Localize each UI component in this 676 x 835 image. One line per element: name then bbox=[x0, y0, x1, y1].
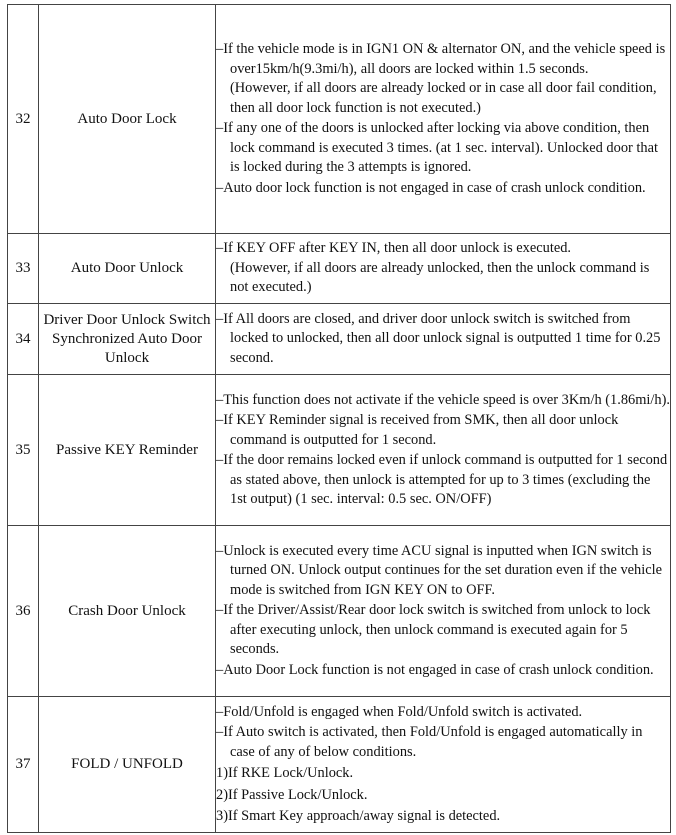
description-item: – Unlock is executed every time ACU signal is inputted when IGN switch is turned ON. Unlock output continues for the set duration even if the vehicle mode is switched from IGN KEY ON to OFF. bbox=[216, 542, 670, 601]
description-note: (However, if all doors are already locked or in case all door fail condition, then all door lock function is not executed.) bbox=[230, 80, 657, 116]
table-row bbox=[8, 304, 671, 375]
function-name: Auto Door Unlock bbox=[39, 234, 216, 304]
function-description bbox=[216, 234, 671, 304]
row-number: 37 bbox=[8, 697, 39, 833]
description-item: – If KEY OFF after KEY IN, then all door unlock is executed. bbox=[216, 239, 670, 259]
table-row bbox=[8, 697, 671, 833]
function-description bbox=[216, 526, 671, 697]
condition-item: 2)If Passive Lock/Unlock. bbox=[216, 786, 368, 803]
description-note: (However, if all doors are already unlocked, then the unlock command is not executed.) bbox=[230, 259, 650, 296]
description-item: – This function does not activate if the vehicle speed is over 3Km/h (1.86mi/h). bbox=[216, 391, 670, 411]
description-item: – If the vehicle mode is in IGN1 ON & alternator ON, and the vehicle speed is over15km/h(9.3mi/h), all doors are locked within 1.5 seconds. bbox=[216, 40, 670, 79]
function-name: Auto Door Lock bbox=[39, 5, 216, 234]
function-name: Driver Door Unlock Switch Synchronized Auto Door Unlock bbox=[39, 304, 216, 375]
row-number: 33 bbox=[8, 234, 39, 304]
table-row bbox=[8, 375, 671, 526]
row-number: 34 bbox=[8, 304, 39, 375]
table-row bbox=[8, 5, 671, 234]
function-spec-table bbox=[7, 4, 671, 833]
description-item: – If the door remains locked even if unlock command is outputted for 1 second as stated above, then unlock is attempted for up to 3 times (excluding the 1st output) (1 sec. interval: 0.5 sec. ON/OFF) bbox=[216, 451, 670, 510]
table-row bbox=[8, 526, 671, 697]
description-item: – Fold/Unfold is engaged when Fold/Unfold switch is activated. bbox=[216, 703, 670, 723]
function-name: Passive KEY Reminder bbox=[39, 375, 216, 526]
description-item: – Auto Door Lock function is not engaged in case of crash unlock condition. bbox=[216, 661, 670, 681]
function-description bbox=[216, 304, 671, 375]
description-item: – If KEY Reminder signal is received from SMK, then all door unlock command is outputted for 1 second. bbox=[216, 411, 670, 450]
row-number: 35 bbox=[8, 375, 39, 526]
function-description bbox=[216, 697, 671, 833]
function-name: FOLD / UNFOLD bbox=[39, 697, 216, 833]
row-number: 36 bbox=[8, 526, 39, 697]
row-number: 32 bbox=[8, 5, 39, 234]
description-item: – If any one of the doors is unlocked after locking via above condition, then lock command is executed 3 times. (at 1 sec. interval). Unlocked door that is locked during the 3 attempts is ignored. bbox=[216, 119, 670, 178]
function-description bbox=[216, 5, 671, 234]
function-name: Crash Door Unlock bbox=[39, 526, 216, 697]
function-description bbox=[216, 375, 671, 526]
description-item: – If the Driver/Assist/Rear door lock switch is switched from unlock to lock after executing unlock, then unlock command is executed again for 5 seconds. bbox=[216, 601, 670, 660]
condition-item: 3)If Smart Key approach/away signal is detected. bbox=[216, 808, 501, 824]
condition-item: 1)If RKE Lock/Unlock. bbox=[216, 765, 354, 781]
description-item: – Auto door lock function is not engaged in case of crash unlock condition. bbox=[216, 179, 670, 199]
description-item: – If Auto switch is activated, then Fold/Unfold is engaged automatically in case of any of below conditions. bbox=[216, 723, 670, 762]
table-row bbox=[8, 234, 671, 304]
description-item: – If All doors are closed, and driver door unlock switch is switched from locked to unlocked, then all door unlock signal is outputted 1 time for 0.25 second. bbox=[216, 310, 670, 369]
